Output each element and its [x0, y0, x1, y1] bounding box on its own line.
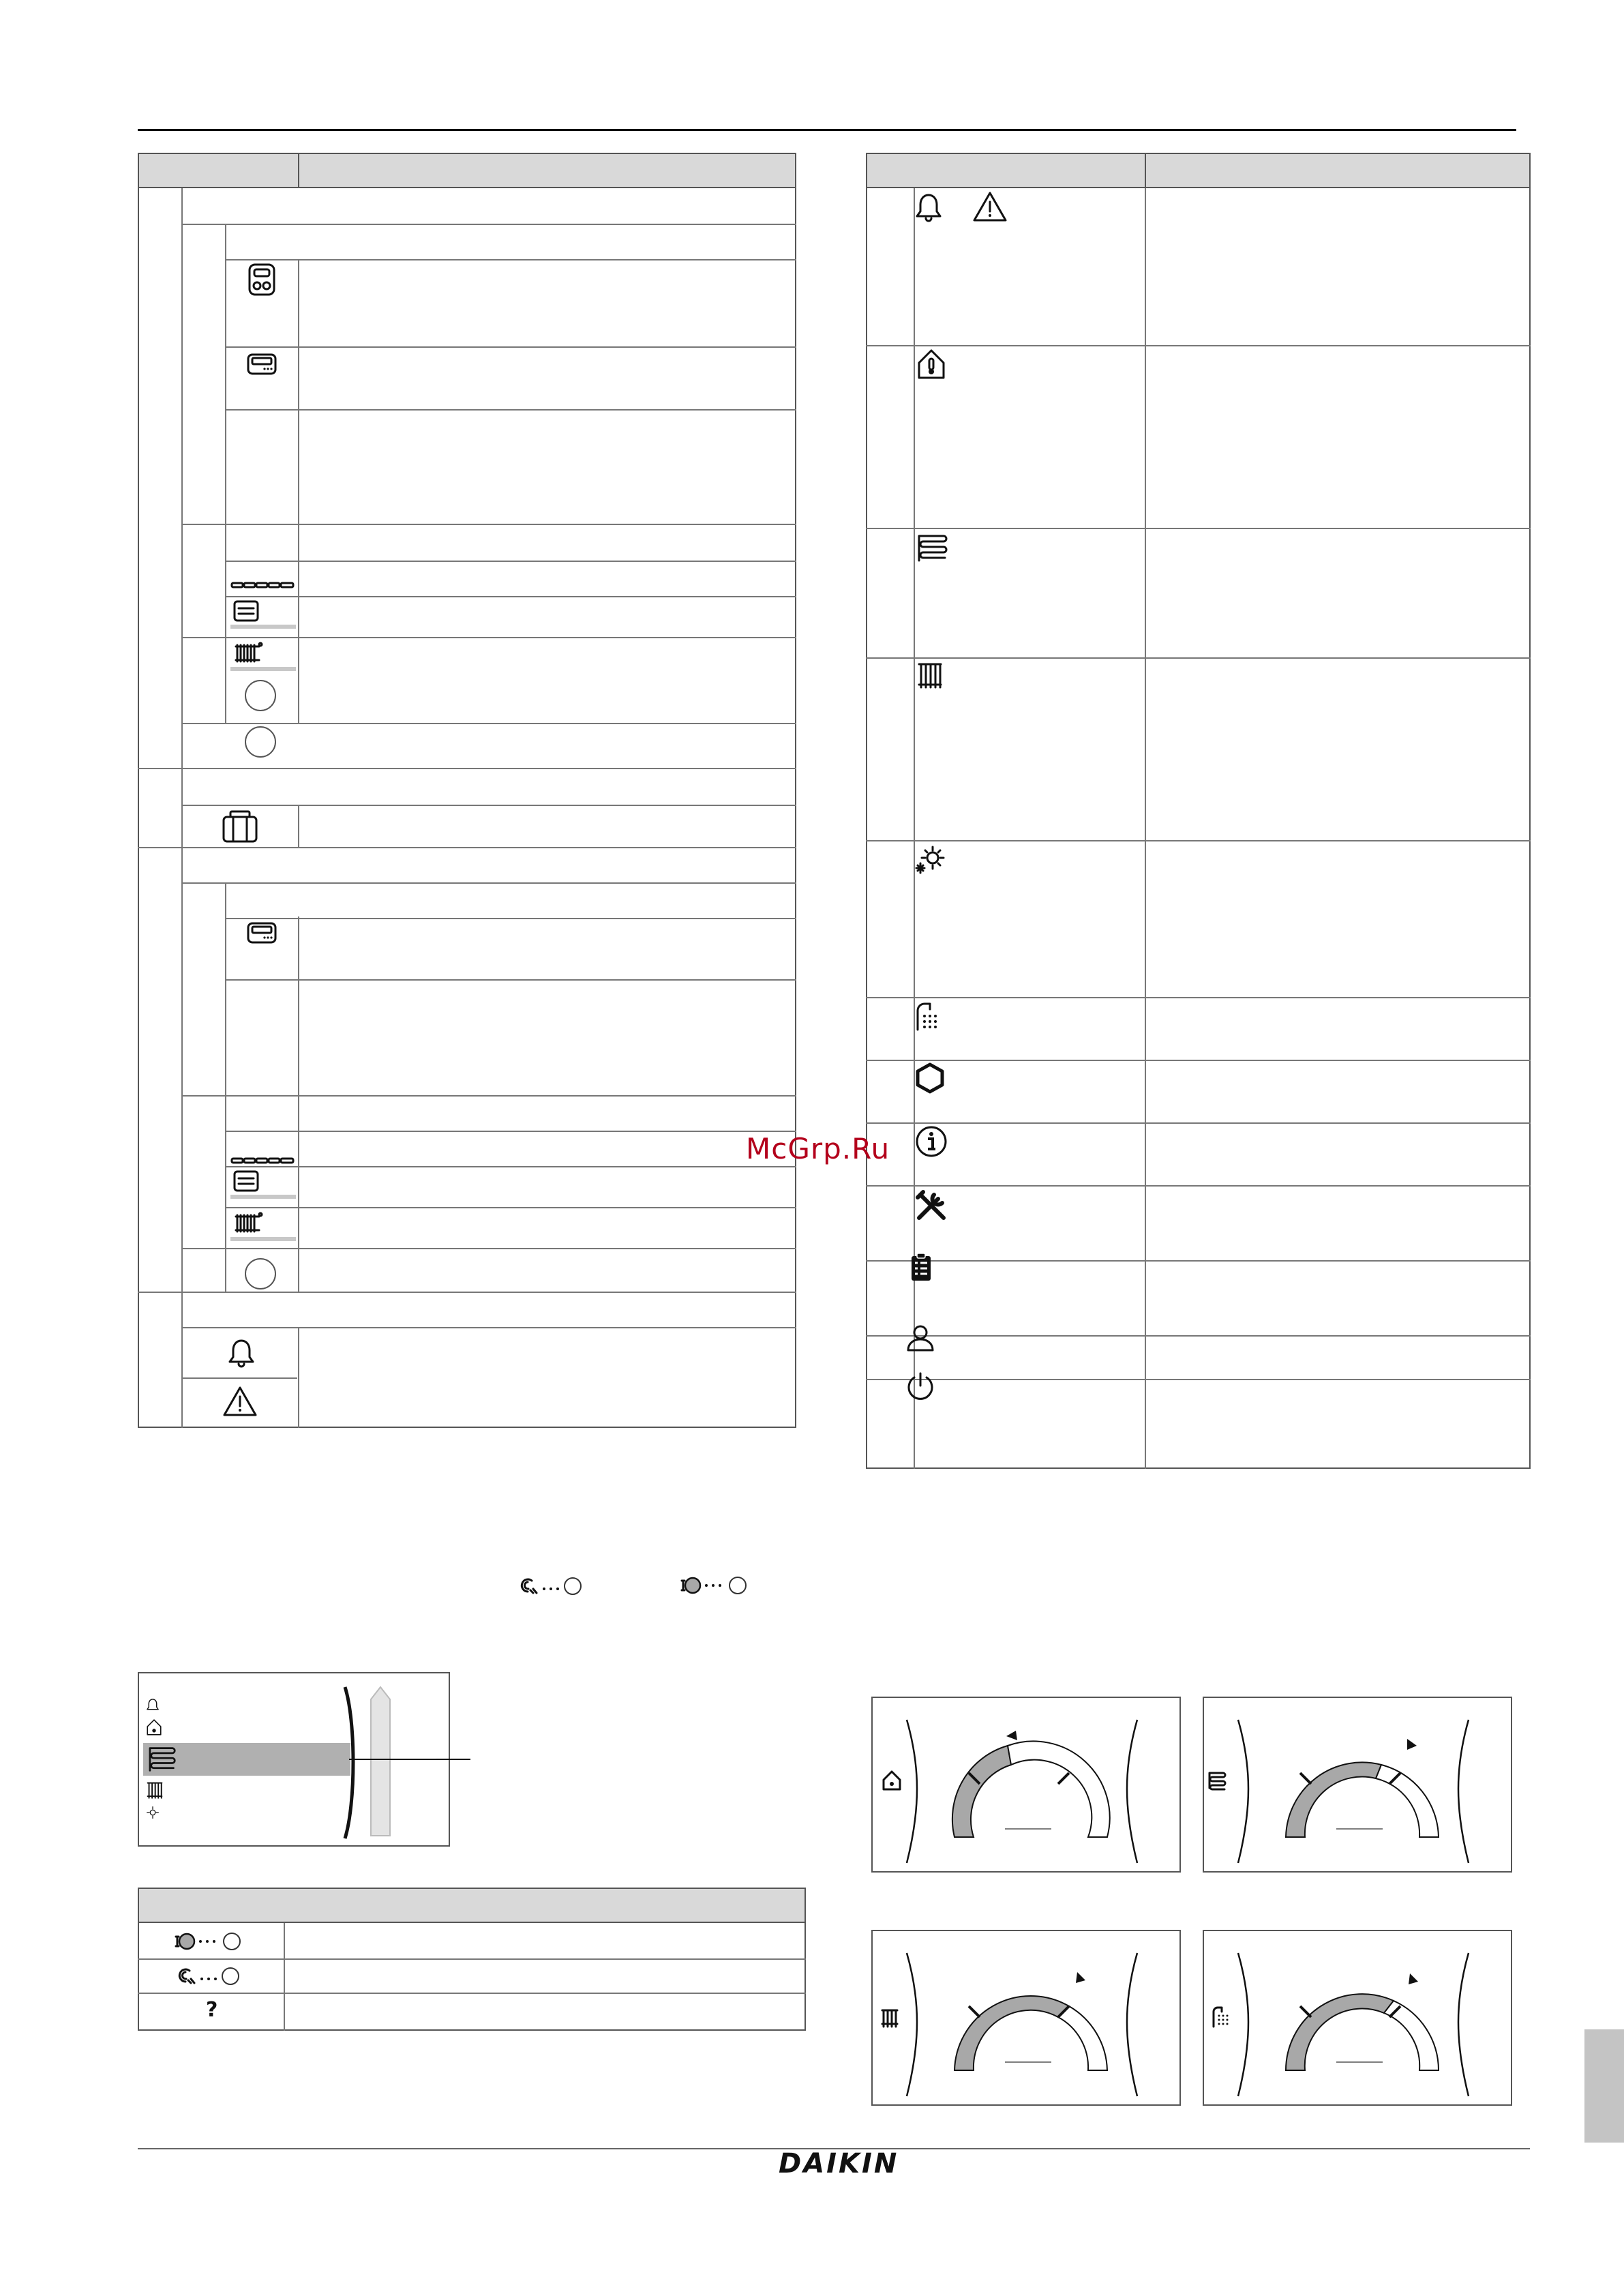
menu-heating-cooling-icon: [146, 1806, 160, 1819]
fan-coil-icon: [230, 1170, 296, 1200]
user-icon: [905, 1323, 935, 1353]
top-rule: [138, 129, 1516, 131]
quick-menu-icon: [221, 809, 259, 844]
interface-unit-icon: [247, 353, 277, 375]
dial-legend-header: [138, 1888, 806, 1923]
dial-tank-graphic: [1203, 1930, 1512, 2106]
bell-icon: [228, 1338, 255, 1369]
dial-radiator-graphic: [871, 1930, 1181, 2106]
fan-coil-icon: [230, 600, 296, 630]
turn-dial-icon: [173, 1931, 244, 1952]
left-table-header: [138, 153, 796, 188]
underfloor-heating-icon: [230, 581, 296, 589]
radiator-icon: [230, 641, 296, 672]
help-symbol: ?: [206, 1998, 218, 2022]
daikin-logo: DAIKIN: [779, 2148, 899, 2179]
tools-icon: [914, 1188, 949, 1223]
watermark: McGrp.Ru: [746, 1132, 890, 1165]
warning-icon: [222, 1386, 258, 1417]
blank-circle-icon: [244, 679, 277, 712]
warning-icon: [972, 191, 1008, 222]
press-dial-icon: [176, 1965, 241, 1986]
leaving-water-icon: [916, 533, 950, 563]
blank-circle-icon: [244, 726, 277, 758]
menu-room-temperature-icon: [146, 1718, 162, 1736]
hexagon-icon: [915, 1062, 945, 1094]
blank-circle-icon: [244, 1257, 277, 1290]
room-temperature-icon: [916, 348, 946, 381]
info-icon: [915, 1125, 948, 1158]
remote-controller-icon: [248, 263, 275, 296]
tank-shower-icon: [915, 1001, 942, 1031]
radiator-icon: [916, 661, 944, 689]
power-icon: [905, 1371, 935, 1402]
menu-leaving-water-icon: [146, 1746, 180, 1773]
radiator-icon: [230, 1211, 296, 1242]
interface-unit-icon: [247, 922, 277, 944]
dial-leaving-water-graphic: [1203, 1697, 1512, 1873]
callout-line: [436, 1759, 470, 1760]
section-side-tab: [1584, 2029, 1624, 2143]
bell-icon: [915, 192, 942, 224]
right-table-header: [866, 153, 1531, 188]
checklist-icon: [909, 1252, 933, 1282]
press-dial-icon: [518, 1575, 584, 1596]
menu-radiator-icon: [146, 1781, 164, 1799]
underfloor-heating-icon: [230, 1157, 296, 1165]
menu-bell-icon: [146, 1698, 160, 1713]
scroll-bar-icon: [341, 1684, 436, 1841]
turn-dial-icon: [679, 1575, 750, 1596]
heating-cooling-icon: [914, 843, 946, 876]
dial-room-graphic: [871, 1697, 1181, 1873]
